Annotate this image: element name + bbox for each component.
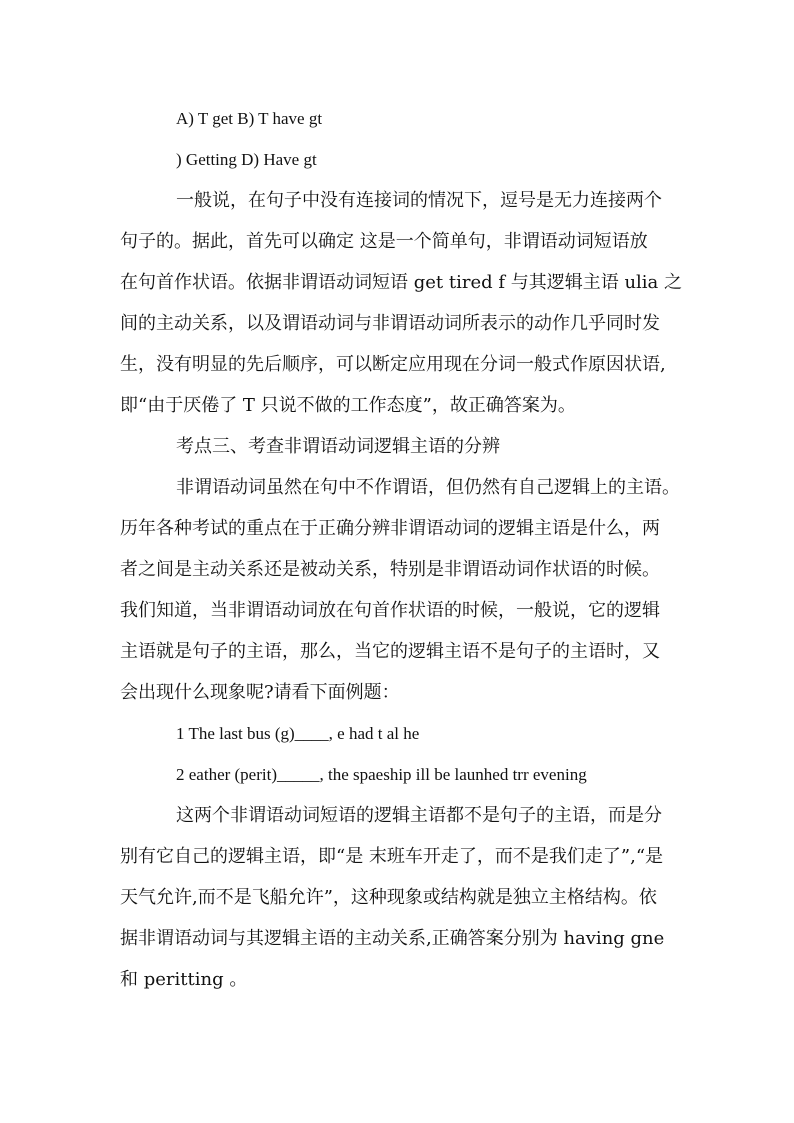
paragraph-3-line-5: 和 peritting 。: [120, 969, 248, 990]
paragraph-2-line-2: 历年各种考试的重点在于正确分辨非谓语动词的逻辑主语是什么，两: [120, 518, 660, 539]
paragraph-3-line-2: 别有它自己的逻辑主语，即“是 末班车开走了，而不是我们走了”,“是: [120, 846, 664, 867]
answer-options-line-1: A) T get B) T have gt: [176, 109, 323, 128]
paragraph-1-line-6: 即“由于厌倦了 T 只说不做的工作态度”，故正确答案为。: [120, 395, 576, 416]
example-sentence-1: 1 The last bus (g)____, e had t al he: [176, 724, 420, 743]
paragraph-2-line-4: 我们知道，当非谓语动词放在句首作状语的时候，一般说，它的逻辑: [120, 600, 660, 621]
paragraph-2-line-3: 者之间是主动关系还是被动关系，特别是非谓语动词作状语的时候。: [120, 559, 660, 580]
answer-options-line-2: ) Getting D) Have gt: [176, 150, 317, 169]
paragraph-1-line-1: 一般说，在句子中没有连接词的情况下，逗号是无力连接两个: [176, 190, 662, 211]
paragraph-3-line-1: 这两个非谓语动词短语的逻辑主语都不是句子的主语，而是分: [176, 805, 662, 826]
paragraph-2-line-6: 会出现什么现象呢?请看下面例题：: [120, 682, 400, 703]
paragraph-1-line-5: 生，没有明显的先后顺序，可以断定应用现在分词一般式作原因状语,: [120, 354, 666, 375]
paragraph-1-line-4: 间的主动关系，以及谓语动词与非谓语动词所表示的动作几乎同时发: [120, 313, 660, 334]
paragraph-2-line-5: 主语就是句子的主语，那么，当它的逻辑主语不是句子的主语时，又: [120, 641, 660, 662]
paragraph-3-line-3: 天气允许,而不是飞船允许”，这种现象或结构就是独立主格结构。依: [120, 887, 657, 908]
example-sentence-2: 2 eather (perit)_____, the spaeship ill be launhed trr evening: [176, 765, 587, 784]
paragraph-1-line-3: 在句首作状语。依据非谓语动词短语 get tired f 与其逻辑主语 ulia 之: [120, 272, 683, 293]
section-heading: 考点三、考查非谓语动词逻辑主语的分辨: [176, 436, 500, 457]
paragraph-3-line-4: 据非谓语动词与其逻辑主语的主动关系,正确答案分别为 having gne: [120, 928, 665, 949]
paragraph-2-line-1: 非谓语动词虽然在句中不作谓语，但仍然有自己逻辑上的主语。: [176, 477, 680, 498]
paragraph-1-line-2: 句子的。据此，首先可以确定 这是一个简单句，非谓语动词短语放: [120, 231, 648, 252]
document-body: [120, 98, 683, 1000]
